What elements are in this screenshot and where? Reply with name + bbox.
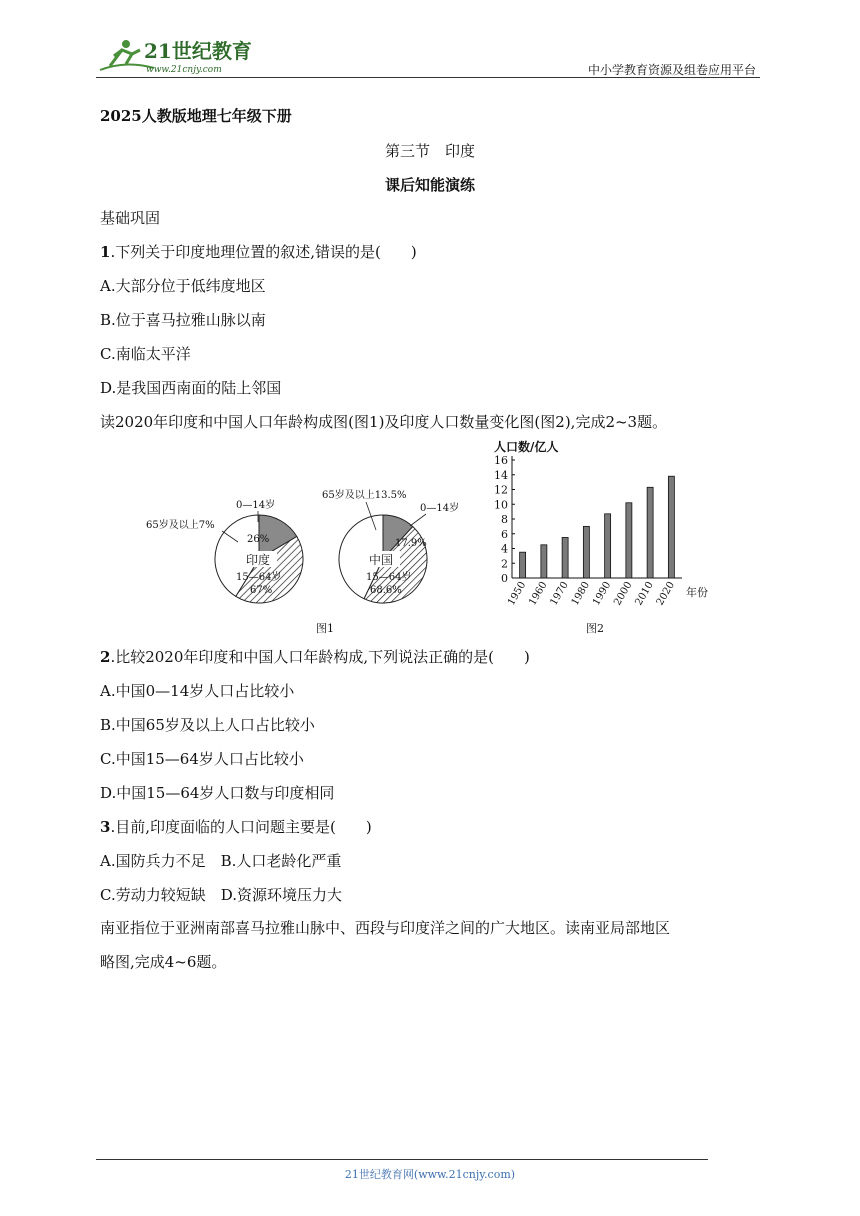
question-number: 1 xyxy=(100,243,111,261)
logo-url-text: www.21cnjy.com xyxy=(146,65,222,75)
x-tick-label: 2000 xyxy=(612,580,635,608)
china-label-15-64: 15—64岁 xyxy=(366,572,412,583)
india-label-15-64: 15—64岁 xyxy=(236,572,282,583)
y-tick-label: 12 xyxy=(494,483,508,497)
x-tick-label: 1990 xyxy=(590,580,614,608)
footer-link[interactable]: 21世纪教育网(www.21cnjy.com) xyxy=(344,1168,516,1181)
option: D.中国15—64岁人口数与印度相同 xyxy=(100,784,335,802)
option: C.中国15—64岁人口占比较小 xyxy=(100,750,304,768)
question-stem: .下列关于印度地理位置的叙述,错误的是( ) xyxy=(110,243,417,261)
site-logo xyxy=(96,36,256,76)
question-number: 2 xyxy=(100,648,111,666)
y-tick-label: 6 xyxy=(501,527,508,541)
book-title: 2025人教版地理七年级下册 xyxy=(100,107,292,125)
option: A.大部分位于低纬度地区 xyxy=(100,277,266,295)
option: B.位于喜马拉雅山脉以南 xyxy=(100,311,266,329)
option: C.劳动力较短缺 D.资源环境压力大 xyxy=(100,886,342,904)
figure-1-pies xyxy=(140,478,480,638)
x-tick-label: 1980 xyxy=(569,580,592,608)
y-tick-label: 0 xyxy=(501,572,508,585)
question-3 xyxy=(100,817,372,837)
x-tick-label: 2010 xyxy=(633,580,656,608)
bar-1980 xyxy=(583,526,589,578)
india-label-0-14: 0—14岁 xyxy=(236,500,276,511)
footer-rule xyxy=(96,1159,708,1160)
chart-bars xyxy=(520,476,675,578)
section-title: 第三节 印度 xyxy=(384,142,475,160)
intro-2-3: 读2020年印度和中国人口年龄构成图(图1)及印度人口数量变化图(图2),完成2~3题。 xyxy=(100,413,668,431)
y-tick-label: 10 xyxy=(494,498,508,512)
china-label-65: 65岁及以上13.5% xyxy=(322,490,407,501)
y-tick-label: 14 xyxy=(494,468,508,482)
bar-1990 xyxy=(605,514,611,578)
header-rule xyxy=(96,77,760,78)
figure-2-bar-chart xyxy=(484,436,734,636)
bar-1970 xyxy=(562,537,568,578)
x-tick-label: 1950 xyxy=(505,580,529,608)
y-tick-label: 2 xyxy=(501,557,508,571)
china-val-0-14: 17.9% xyxy=(395,538,427,549)
x-tick-label: 2020 xyxy=(654,580,677,608)
china-name: 中国 xyxy=(369,553,394,567)
question-1 xyxy=(100,242,417,262)
question-2 xyxy=(100,647,530,667)
option: A.国防兵力不足 B.人口老龄化严重 xyxy=(100,852,342,870)
chart-xlabel: 年份 xyxy=(686,586,708,599)
question-stem: .比较2020年印度和中国人口年龄构成,下列说法正确的是( ) xyxy=(110,648,530,666)
india-name: 印度 xyxy=(246,553,271,567)
intro-4-6-line2: 略图,完成4~6题。 xyxy=(100,953,227,971)
part-label: 基础巩固 xyxy=(100,209,161,227)
option: D.是我国西南面的陆上邻国 xyxy=(100,379,282,397)
y-tick-label: 16 xyxy=(494,454,508,467)
subtitle: 课后知能演练 xyxy=(384,176,475,194)
india-label-65: 65岁及以上7% xyxy=(146,520,215,531)
option: A.中国0—14岁人口占比较小 xyxy=(100,682,295,700)
chart-ylabel: 人口数/亿人 xyxy=(494,440,559,454)
figure-2-caption: 图2 xyxy=(586,622,604,635)
bar-2000 xyxy=(626,503,632,578)
india-val-15-64: 67% xyxy=(250,585,273,596)
bar-2010 xyxy=(647,487,653,578)
bar-2020 xyxy=(668,476,674,578)
logo-text: 21世纪教育 xyxy=(144,39,252,63)
option: B.中国65岁及以上人口占比较小 xyxy=(100,716,315,734)
intro-4-6-line1: 南亚指位于亚洲南部喜马拉雅山脉中、西段与印度洋之间的广大地区。读南亚局部地区 xyxy=(100,919,671,937)
y-tick-label: 4 xyxy=(501,542,508,556)
bar-1960 xyxy=(541,545,547,578)
y-tick-label: 8 xyxy=(501,513,508,526)
x-tick-label: 1970 xyxy=(548,580,571,608)
question-stem: .目前,印度面临的人口问题主要是( ) xyxy=(110,818,372,836)
question-number: 3 xyxy=(100,818,111,836)
site-slogan: 中小学教育资源及组卷应用平台 xyxy=(587,63,756,77)
india-val-0-14: 26% xyxy=(247,534,270,545)
x-tick-label: 1960 xyxy=(527,580,550,608)
china-val-15-64: 68.6% xyxy=(370,585,402,596)
figure-1-caption: 图1 xyxy=(316,622,334,635)
bar-1950 xyxy=(520,552,526,578)
china-label-0-14: 0—14岁 xyxy=(420,503,460,514)
option: C.南临太平洋 xyxy=(100,345,191,363)
